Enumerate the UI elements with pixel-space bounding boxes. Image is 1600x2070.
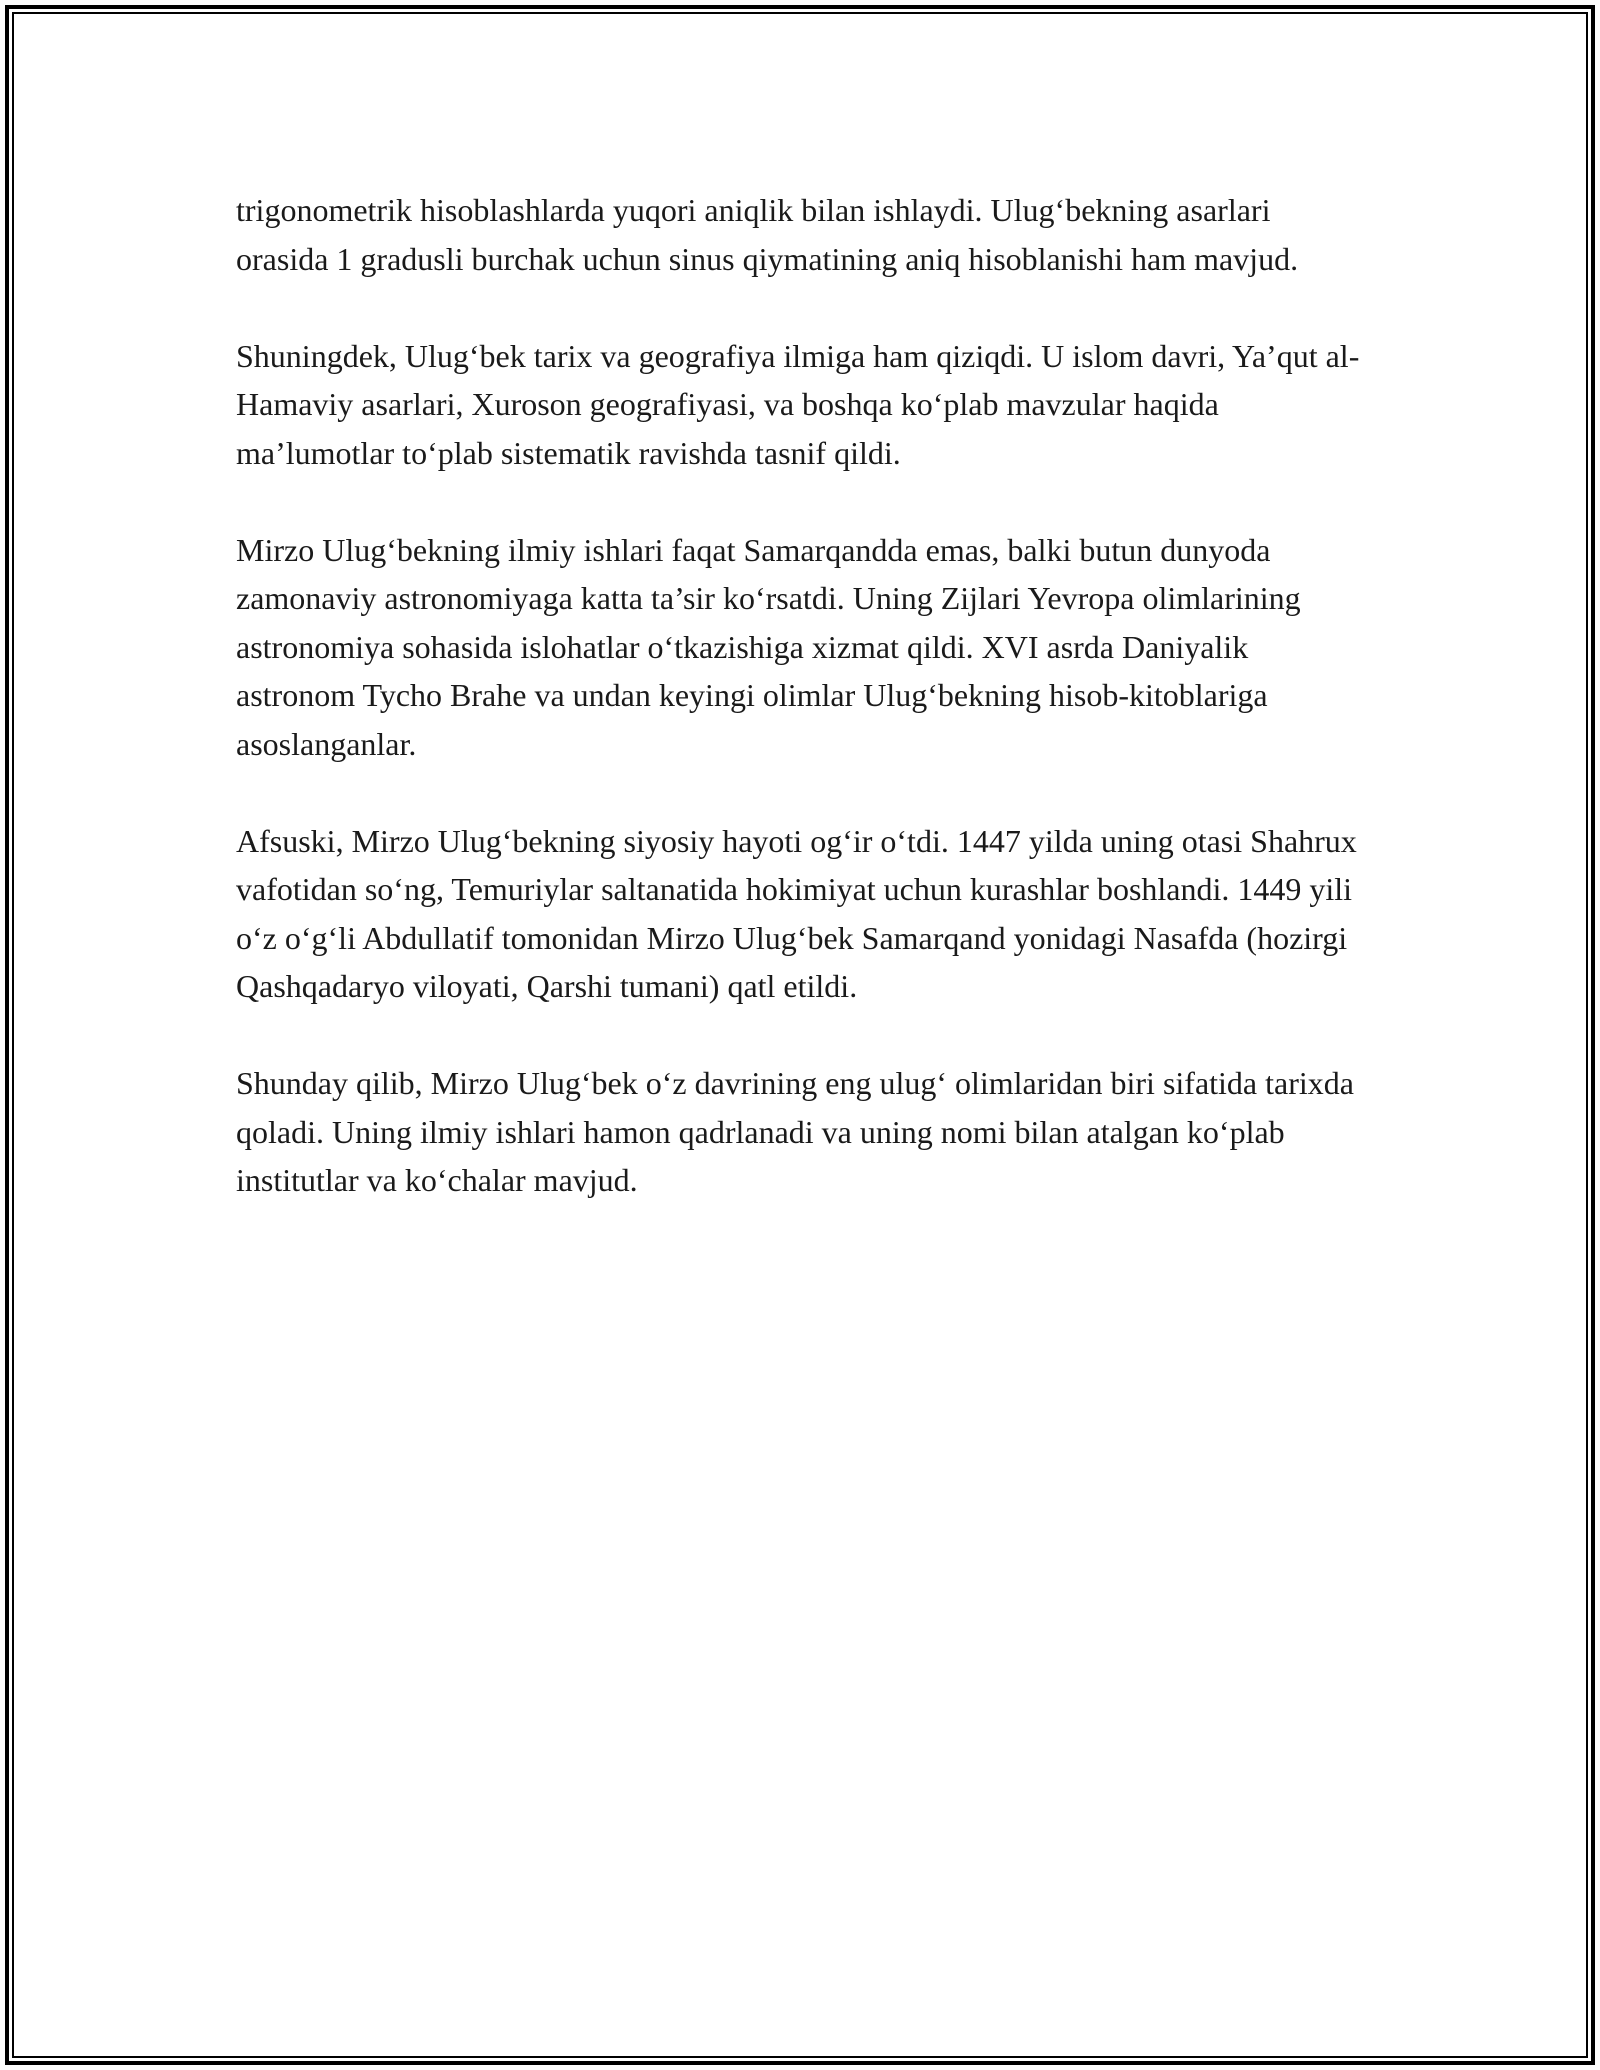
paragraph-legacy: Shunday qilib, Mirzo Ulug‘bek o‘z davrining eng ulug‘ olimlaridan biri sifatida tarixda qoladi. Uning ilmiy ishlari hamon qadrlanadi va uning nomi bilan atalgan ko‘plab institutlar va ko‘chalar mavjud. [236, 1065, 1354, 1198]
paragraph-history-geography: Shuningdek, Ulug‘bek tarix va geografiya ilmiga ham qiziqdi. U islom davri, Ya’qut al-Hamaviy asarlari, Xuroson geografiyasi, va boshqa ko‘plab mavzular haqida ma’lumotlar to‘plab sistematik ravishda tasnif qildi. [236, 337, 1360, 471]
paragraph-trigonometry: trigonometrik hisoblashlarda yuqori aniqlik bilan ishlaydi. Ulug‘bekning asarlari orasida 1 gradusli burchak uchun sinus qiymatining aniq hisoblanishi ham mavjud. [236, 192, 1299, 277]
document-body [236, 186, 1366, 1253]
paragraph-scientific-influence: Mirzo Ulug‘bekning ilmiy ishlari faqat Samarqandda emas, balki butun dunyoda zamonaviy astronomiyaga katta ta’sir ko‘rsatdi. Uning Zijlari Yevropa olimlarining astronomiya sohasida islohatlar o‘tkazishiga xizmat qildi. XVI asrda Daniyalik astronom Tycho Brahe va undan keyingi olimlar Ulug‘bekning hisob-kitoblariga asoslanganlar. [236, 531, 1301, 762]
paragraph-political-life: Afsuski, Mirzo Ulug‘bekning siyosiy hayoti og‘ir o‘tdi. 1447 yilda uning otasi Shahrux vafotidan so‘ng, Temuriylar saltanatida hokimiyat uchun kurashlar boshlandi. 1449 yili o‘z o‘g‘li Abdullatif tomonidan Mirzo Ulug‘bek Samarqand yonidagi Nasafda (hozirgi Qashqadaryo viloyati, Qarshi tumani) qatl etildi. [236, 822, 1357, 1004]
